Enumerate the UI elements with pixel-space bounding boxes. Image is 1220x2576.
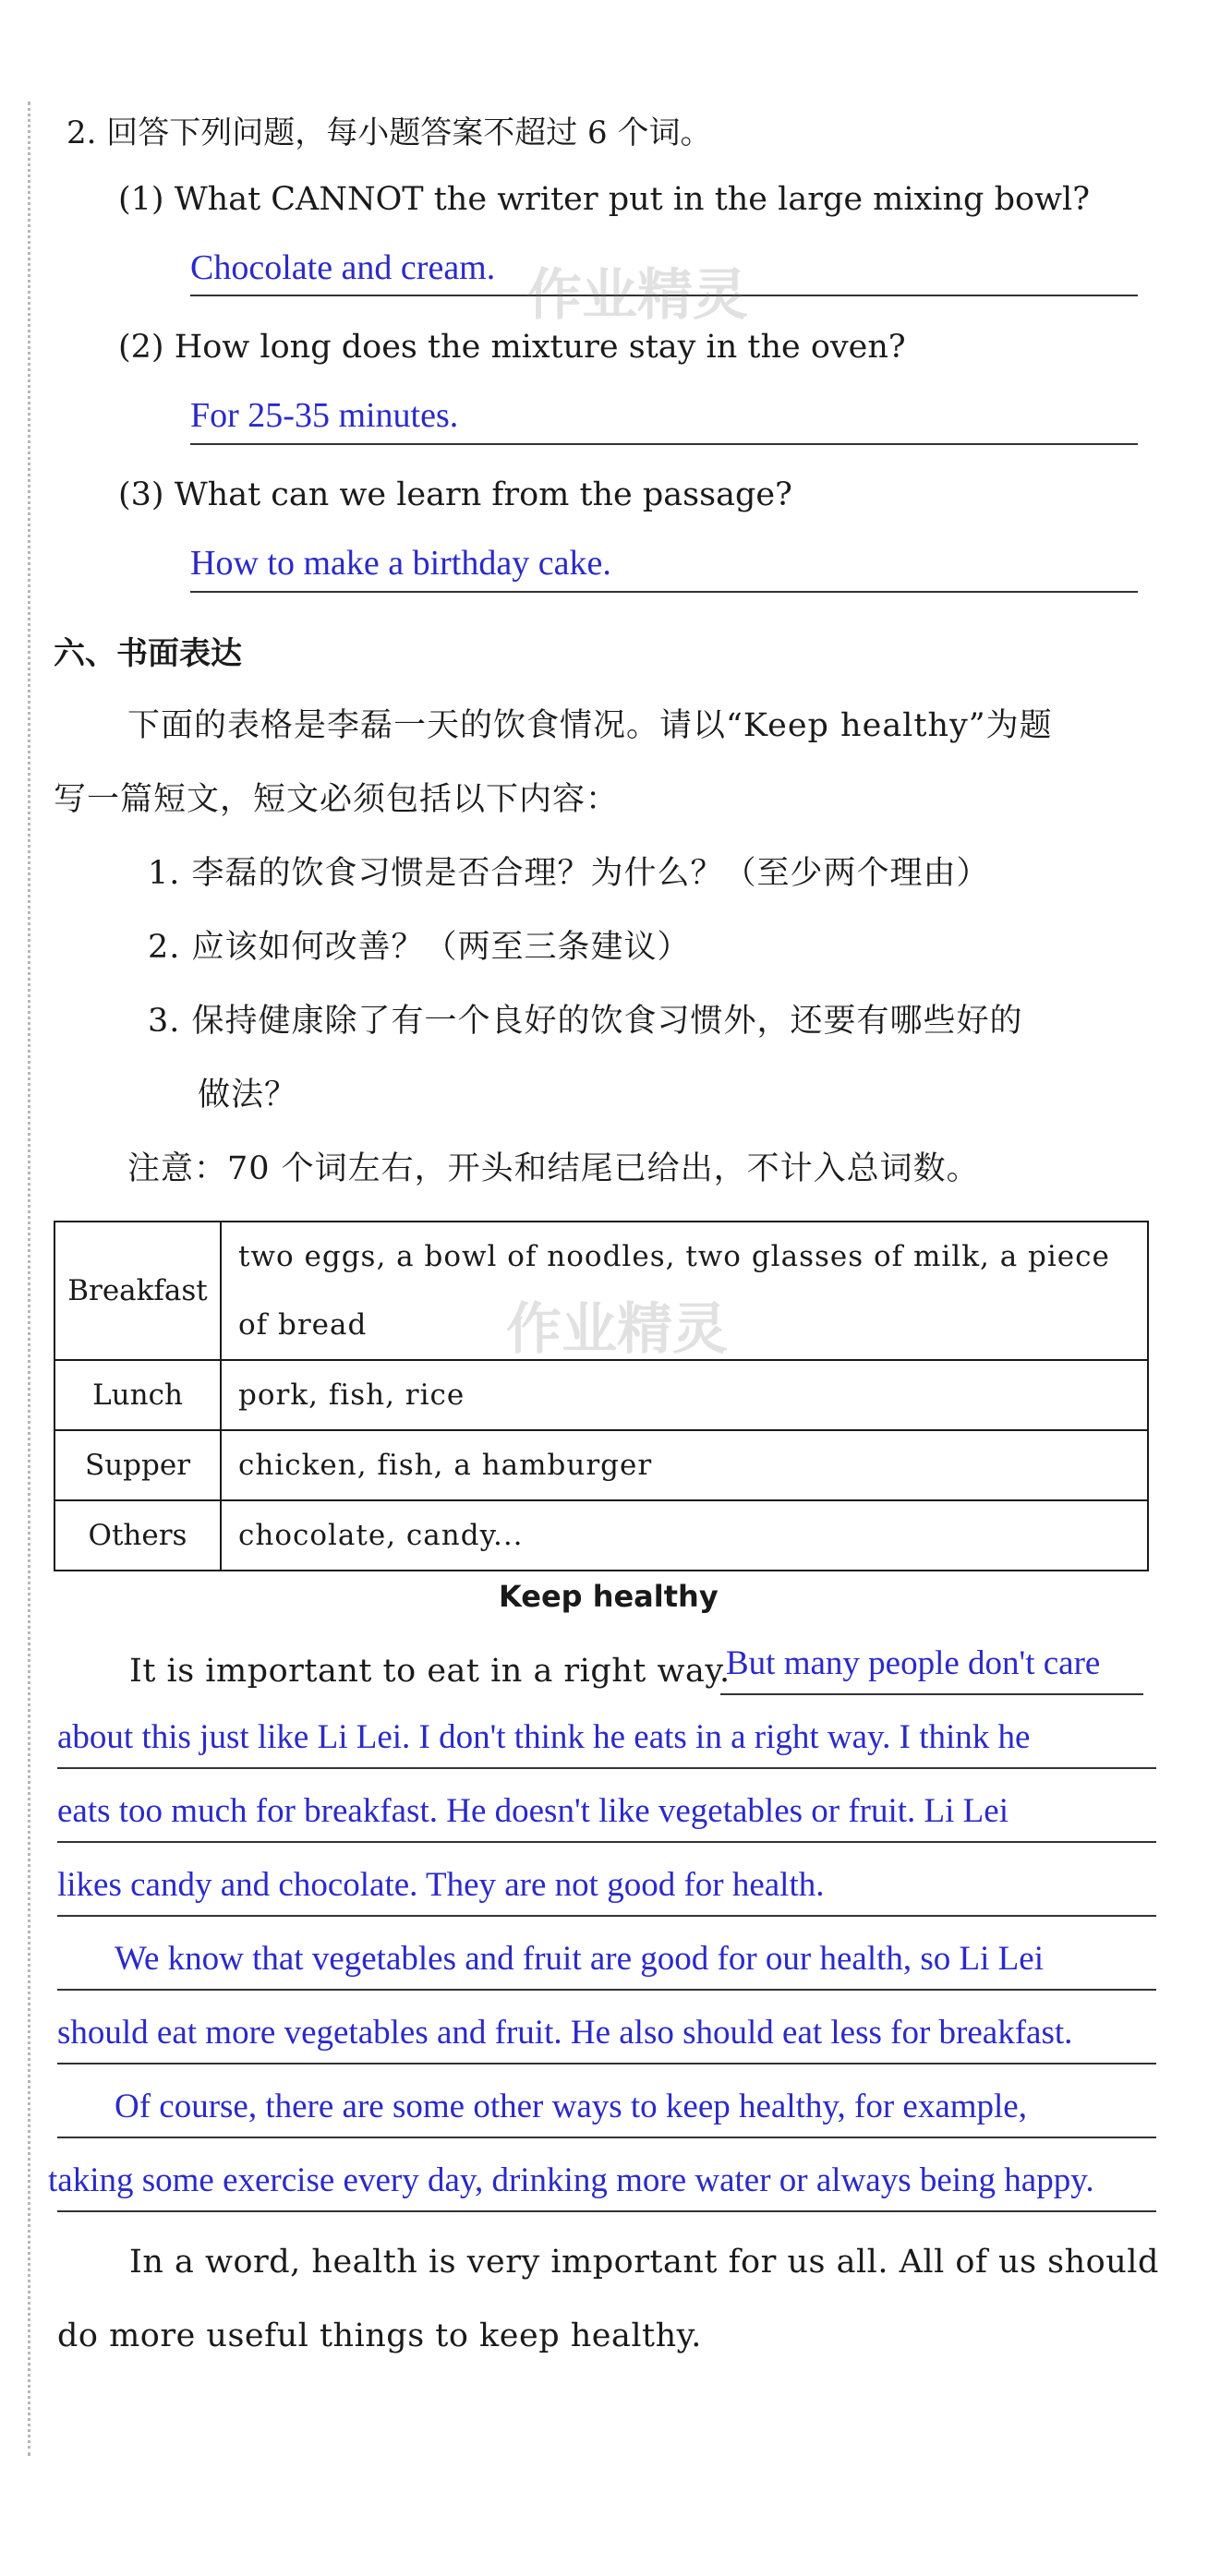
writing-line: [57, 1767, 1156, 1769]
sub-question-3: (3) What can we learn from the passage?: [118, 476, 792, 513]
food-cell: chicken, fish, a hamburger: [221, 1430, 1148, 1500]
requirement-2: 2. 应该如何改善？（两至三条建议）: [148, 929, 691, 966]
binding-margin-line: [28, 102, 30, 2456]
writing-line: [57, 2063, 1156, 2064]
essay-answer-line-5: We know that vegetables and fruit are good for our health, so Li Lei: [115, 1940, 1044, 1978]
essay-closing-1: In a word, health is very important for us all. All of us should: [129, 2244, 1159, 2281]
answer-line-3: [190, 591, 1138, 593]
answer-3: How to make a birthday cake.: [190, 544, 611, 583]
essay-answer-line-4: likes candy and chocolate. They are not good for health.: [57, 1866, 825, 1904]
section-6-intro-2: 写一篇短文，短文必须包括以下内容：: [54, 781, 620, 818]
writing-line: [57, 1915, 1156, 1917]
table-row: [54, 1430, 1148, 1500]
essay-answer-line-3: eats too much for breakfast. He doesn't like vegetables or fruit. Li Lei: [57, 1792, 1009, 1830]
essay-answer-line-7: Of course, there are some other ways to keep healthy, for example,: [115, 2088, 1027, 2125]
requirement-1: 1. 李磊的饮食习惯是否合理？为什么？（至少两个理由）: [148, 855, 990, 892]
requirement-3-continued: 做法？: [198, 1077, 298, 1113]
food-text-line-1: two eggs, a bowl of noodles, two glasses of milk, a piece: [238, 1240, 1110, 1273]
food-text-line-2: of bread: [238, 1308, 368, 1342]
answer-1: Chocolate and cream.: [190, 248, 496, 287]
answer-2: For 25-35 minutes.: [190, 396, 459, 435]
essay-title: Keep healthy: [499, 1579, 719, 1614]
sub-question-1: (1) What CANNOT the writer put in the large mixing bowl?: [118, 181, 1090, 218]
section-6-title: 六、书面表达: [54, 635, 242, 672]
essay-closing-2: do more useful things to keep healthy.: [57, 2317, 702, 2354]
essay-answer-line-8: taking some exercise every day, drinking more water or always being happy.: [48, 2161, 1094, 2199]
meal-cell: Breakfast: [54, 1222, 221, 1360]
meal-cell: Supper: [54, 1430, 221, 1500]
requirement-3: 3. 保持健康除了有一个良好的饮食习惯外，还要有哪些好的: [148, 1003, 1023, 1040]
meal-cell: Others: [54, 1500, 221, 1571]
writing-line: [57, 2137, 1156, 2138]
essay-answer-line-2: about this just like Li Lei. I don't think he eats in a right way. I think he: [57, 1718, 1031, 1756]
essay-opening: It is important to eat in a right way.: [129, 1653, 731, 1690]
sub-question-2: (2) How long does the mixture stay in the oven?: [118, 329, 906, 366]
table-row: [54, 1360, 1148, 1430]
writing-line: [57, 1841, 1156, 1843]
diet-table: [54, 1221, 1149, 1571]
essay-answer-line-1: But many people don't care: [726, 1644, 1101, 1682]
question-2-heading: 2. 回答下列问题，每小题答案不超过 6 个词。: [66, 114, 712, 151]
writing-line: [57, 2210, 1156, 2212]
watermark-logo: 作业精灵: [506, 1297, 728, 1362]
watermark-logo: 作业精灵: [526, 263, 748, 328]
food-cell: chocolate, candy...: [221, 1500, 1148, 1571]
section-6-intro-1: 下面的表格是李磊一天的饮食情况。请以“Keep healthy”为题: [127, 707, 1053, 744]
writing-line: [720, 1693, 1143, 1695]
word-count-note: 注意：70 个词左右，开头和结尾已给出，不计入总词数。: [127, 1150, 980, 1187]
table-row: [54, 1500, 1148, 1571]
food-cell: pork, fish, rice: [221, 1360, 1148, 1430]
essay-answer-line-6: should eat more vegetables and fruit. He also should eat less for breakfast.: [57, 2014, 1073, 2052]
answer-line-2: [190, 443, 1138, 445]
writing-line: [57, 1989, 1156, 1991]
meal-cell: Lunch: [54, 1360, 221, 1430]
